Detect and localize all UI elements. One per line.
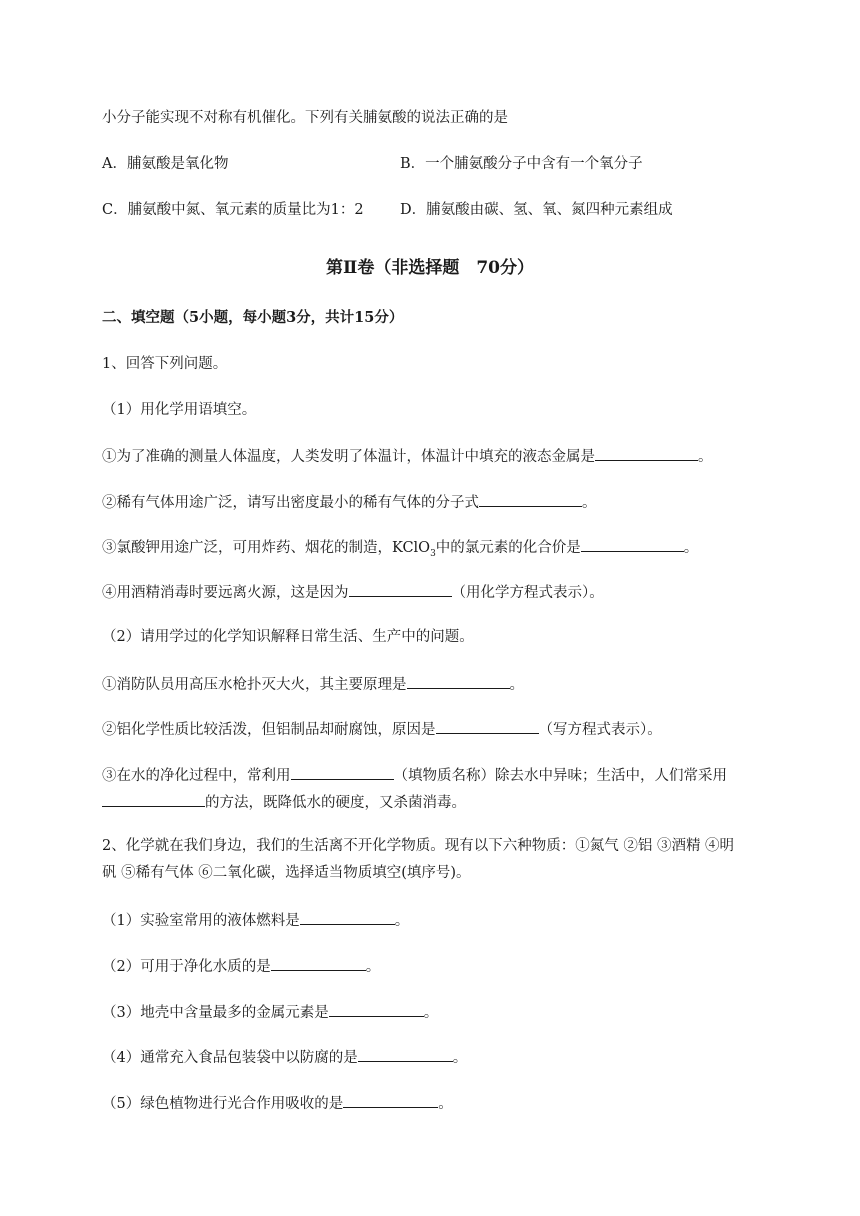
q1-item7-end: 的方法，既降低水的硬度，又杀菌消毒。 xyxy=(205,795,466,811)
subscript: 3 xyxy=(430,548,436,559)
q1-item1-end: 。 xyxy=(698,449,713,465)
q1-part1: （1）用化学用语填空。 xyxy=(102,402,257,418)
q1-item4-end: （用化学方程式表示）。 xyxy=(451,585,604,601)
part-heading: 二、填空题（5小题，每小题3分，共计15分） xyxy=(102,309,404,326)
q2-stem-line1: 2、化学就在我们身边，我们的生活离不开化学物质。现有以下六种物质：①氮气 ②铝 ③酒精 ④明 xyxy=(102,838,735,854)
option-d: D．脯氨酸由碳、氢、氧、氮四种元素组成 xyxy=(400,202,673,218)
q1-item7 xyxy=(102,764,727,786)
q1-item2-end: 。 xyxy=(582,495,597,511)
q2-sub2-end: 。 xyxy=(365,959,381,975)
q2-sub5-end: 。 xyxy=(438,1096,453,1112)
answer-blank[interactable] xyxy=(479,491,582,507)
q2-sub4 xyxy=(102,1046,467,1068)
q1-stem: 1、回答下列问题。 xyxy=(102,356,228,372)
q2-sub1-end: 。 xyxy=(394,913,410,929)
q1-item6-text: ②铝化学性质比较活泼，但铝制品却耐腐蚀，原因是 xyxy=(102,722,436,738)
answer-blank[interactable] xyxy=(595,445,698,461)
q2-sub5 xyxy=(102,1092,453,1114)
q1-item5-end: 。 xyxy=(509,677,524,693)
answer-blank[interactable] xyxy=(271,955,366,971)
answer-blank[interactable] xyxy=(300,909,395,925)
q1-item7-cont xyxy=(102,791,466,813)
q2-sub1 xyxy=(102,909,409,931)
q1-item6-end: （写方程式表示）。 xyxy=(538,722,662,738)
q1-item6 xyxy=(102,718,662,740)
q1-item4-text: ④用酒精消毒时要远离火源，这是因为 xyxy=(102,585,349,601)
q2-sub4-end: 。 xyxy=(452,1050,468,1066)
answer-blank[interactable] xyxy=(581,536,684,552)
answer-blank[interactable] xyxy=(358,1046,453,1062)
q1-item7-text2: （填物质名称）除去水中异味；生活中，人们常采用 xyxy=(393,768,727,784)
q2-sub1-text: （1）实验室常用的液体燃料是 xyxy=(102,913,300,929)
answer-blank[interactable] xyxy=(343,1092,438,1108)
option-b: B．一个脯氨酸分子中含有一个氧分子 xyxy=(400,156,643,172)
q2-sub3 xyxy=(102,1001,438,1023)
answer-blank[interactable] xyxy=(436,718,539,734)
answer-blank[interactable] xyxy=(102,791,205,807)
q1-item7-text: ③在水的净化过程中，常利用 xyxy=(102,768,291,784)
q1-item1-text: ①为了准确的测量人体温度，人类发明了体温计，体温计中填充的液态金属是 xyxy=(102,449,595,465)
answer-blank[interactable] xyxy=(349,581,452,597)
q2-sub3-end: 。 xyxy=(423,1005,439,1021)
option-c: C．脯氨酸中氮、氧元素的质量比为1：2 xyxy=(102,202,364,218)
q1-item3-end: 。 xyxy=(683,540,699,556)
q2-sub3-text: （3）地壳中含量最多的金属元素是 xyxy=(102,1005,329,1021)
answer-blank[interactable] xyxy=(291,764,394,780)
q1-item4 xyxy=(102,581,604,603)
q1-item5-text: ①消防队员用高压水枪扑灭大火，其主要原理是 xyxy=(102,677,407,693)
q1-item2-text: ②稀有气体用途广泛，请写出密度最小的稀有气体的分子式 xyxy=(102,495,479,511)
answer-blank[interactable] xyxy=(329,1001,424,1017)
q1-item3-text2: 中的氯元素的化合价是 xyxy=(435,540,581,556)
q1-part2: （2）请用学过的化学知识解释日常生活、生产中的问题。 xyxy=(102,629,474,645)
q1-item5 xyxy=(102,673,524,695)
q1-item2 xyxy=(102,491,597,513)
q1-item3 xyxy=(102,536,698,564)
q2-stem-line2: 矾 ⑤稀有气体 ⑥二氧化碳，选择适当物质填空(填序号)。 xyxy=(102,865,471,881)
answer-blank[interactable] xyxy=(407,673,510,689)
q2-sub2-text: （2）可用于净化水质的是 xyxy=(102,959,271,975)
question-intro: 小分子能实现不对称有机催化。下列有关脯氨酸的说法正确的是 xyxy=(102,110,508,126)
q2-sub2 xyxy=(102,955,380,977)
q1-item1 xyxy=(102,445,713,467)
option-a: A．脯氨酸是氧化物 xyxy=(102,156,229,172)
q1-item3-text: ③氯酸钾用途广泛，可用炸药、烟花的制造，KClO xyxy=(102,540,431,556)
q2-sub5-text: （5）绿色植物进行光合作用吸收的是 xyxy=(102,1096,344,1112)
section-title: 第Ⅱ卷（非选择题 70分） xyxy=(326,258,534,278)
q2-sub4-text: （4）通常充入食品包装袋中以防腐的是 xyxy=(102,1050,358,1066)
